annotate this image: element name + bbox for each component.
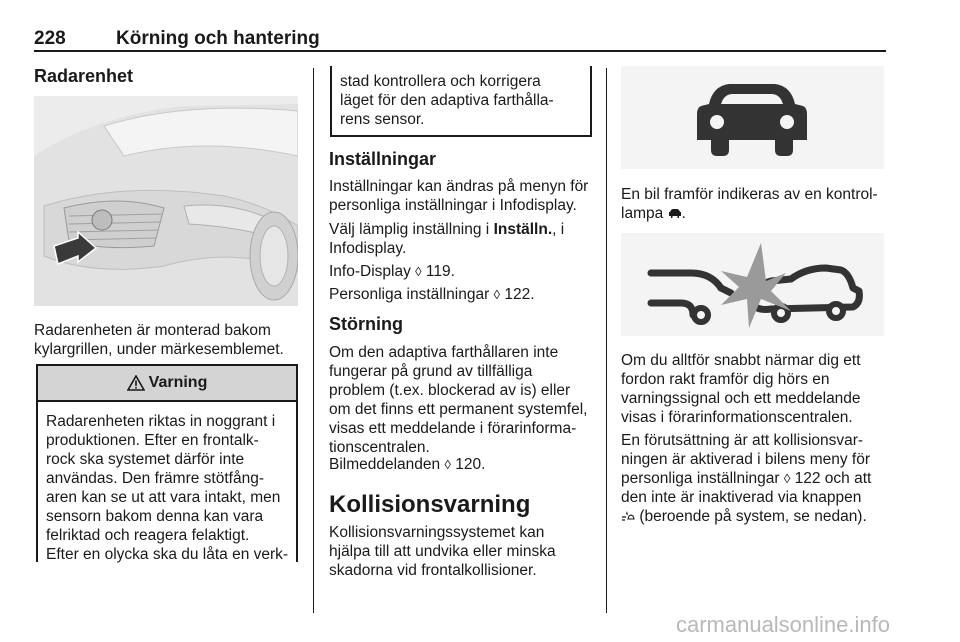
choose-text: Välj lämplig inställning i <box>329 221 494 238</box>
page-header-title: Körning och hantering <box>116 28 320 49</box>
page-ref-arrow-icon: ◊ <box>444 457 451 472</box>
condition-line: En förutsättning är att kollisionsvar- <box>621 432 864 449</box>
fault-paragraph <box>329 343 604 457</box>
settings-line: Inställningar kan ändras på menyn för <box>329 178 589 195</box>
ref-page[interactable]: 122. <box>504 286 535 303</box>
fault-line: visas ett meddelande i förarinforma- <box>329 420 577 437</box>
fault-line: Om den adaptiva farthållaren inte <box>329 344 559 361</box>
info-display-ref <box>329 262 455 281</box>
radar-unit-illustration <box>34 96 298 306</box>
choose-paragraph <box>329 220 604 258</box>
collision-title: Kollisionsvarning <box>329 491 531 518</box>
car-front-image <box>34 96 298 306</box>
continued-line: läget för den adaptiva farthålla- <box>340 92 554 109</box>
collision-alert-button-icon <box>621 510 635 522</box>
fault-line: problem (t.ex. blockerad av is) eller <box>329 382 571 399</box>
condition-ref: personliga inställningar <box>621 470 780 487</box>
warning-line: sensorn bakom denna kan vara <box>46 508 264 525</box>
fault-line: tionscentralen. <box>329 439 430 456</box>
warning-line: produktionen. Efter en frontalk- <box>46 432 259 449</box>
condition-paragraph <box>621 431 896 526</box>
ref-label: Bilmeddelanden <box>329 456 441 473</box>
collision-paragraph <box>329 523 604 580</box>
approach-line: visas i förarinformationscentralen. <box>621 409 853 426</box>
collision-icon <box>621 233 884 336</box>
choose-text-end: , i <box>552 221 565 238</box>
warning-line: användas. Den främre stötfång- <box>46 470 264 487</box>
warning-line: felriktad och reagera felaktigt. <box>46 527 250 544</box>
condition-line: ningen är aktiverad i bilens meny för <box>621 451 870 468</box>
collision-line: Kollisionsvarningssystemet kan <box>329 524 545 541</box>
ref-label: Info-Display <box>329 263 411 280</box>
warning-triangle-icon <box>127 375 145 391</box>
settings-title: Inställningar <box>329 149 437 169</box>
radar-paragraph: Radarenheten är monterad bakom kylargrillen, under märkesemblemet. <box>34 322 284 358</box>
fault-line: fungerar på grund av tillfälliga <box>329 363 533 380</box>
watermark: carmanualsonline.info <box>675 612 890 637</box>
collision-illustration <box>621 233 884 336</box>
approach-line: varningssignal och ett meddelande <box>621 390 861 407</box>
condition-line: den inte är inaktiverad via knappen <box>621 489 862 506</box>
messages-ref <box>329 455 485 474</box>
collision-line: skadorna vid frontalkollisioner. <box>329 562 537 579</box>
condition-ref-page[interactable]: 122 och att <box>794 470 872 487</box>
fault-title: Störning <box>329 314 403 334</box>
column-rule-1 <box>313 68 314 613</box>
column-rule-2 <box>606 68 607 613</box>
approach-line: Om du alltför snabbt närmar dig ett <box>621 352 861 369</box>
page-number: 228 <box>34 28 66 49</box>
warning-header <box>38 364 296 402</box>
continued-line: rens sensor. <box>340 111 425 128</box>
personal-settings-ref <box>329 285 535 304</box>
settings-paragraph <box>329 177 604 215</box>
approach-line: fordon rakt framför dig hörs en <box>621 371 830 388</box>
collision-line: hjälpa till att undvika eller minska <box>329 543 556 560</box>
ref-label: Personliga inställningar <box>329 286 490 303</box>
choose-line-2: Infodisplay. <box>329 240 407 257</box>
section-title-radar: Radarenhet <box>34 66 134 86</box>
car-ahead-illustration <box>621 66 884 169</box>
car-ahead-small-icon <box>668 208 682 219</box>
warning-line: aren kan se ut att vara intakt, men <box>46 489 281 506</box>
warning-line: rock ska systemet därför inte <box>46 451 245 468</box>
approach-paragraph <box>621 351 896 427</box>
warning-line: Efter en olycka ska du låta en verk- <box>46 546 289 563</box>
page-ref-arrow-icon: ◊ <box>493 287 501 302</box>
settings-menu-name: Inställn. <box>493 221 553 238</box>
settings-line: personliga inställningar i Infodisplay. <box>329 197 577 214</box>
lamp-line: lampa <box>621 205 664 222</box>
warning-title: Varning <box>148 374 208 391</box>
lamp-paragraph: En bil framför indikeras av en kontrol- lampa . <box>621 185 896 223</box>
continued-line: stad kontrollera och korrigera <box>340 73 541 90</box>
warning-continued-box <box>330 66 592 137</box>
fault-line: om det finns ett permanent systemfel, <box>329 401 588 418</box>
page-ref-arrow-icon: ◊ <box>783 471 791 486</box>
lamp-line: En bil framför indikeras av en kontrol- <box>621 186 878 203</box>
page-ref-arrow-icon: ◊ <box>415 264 422 279</box>
ref-page[interactable]: 119. <box>425 263 455 280</box>
condition-line: (beroende på system, se nedan). <box>639 508 867 525</box>
ref-page[interactable]: 120. <box>455 456 486 473</box>
header-rule <box>34 50 886 52</box>
car-ahead-icon <box>621 66 884 169</box>
warning-line: Radarenheten riktas in noggrant i <box>46 413 276 430</box>
warning-box <box>36 364 298 562</box>
warning-body <box>46 412 294 564</box>
